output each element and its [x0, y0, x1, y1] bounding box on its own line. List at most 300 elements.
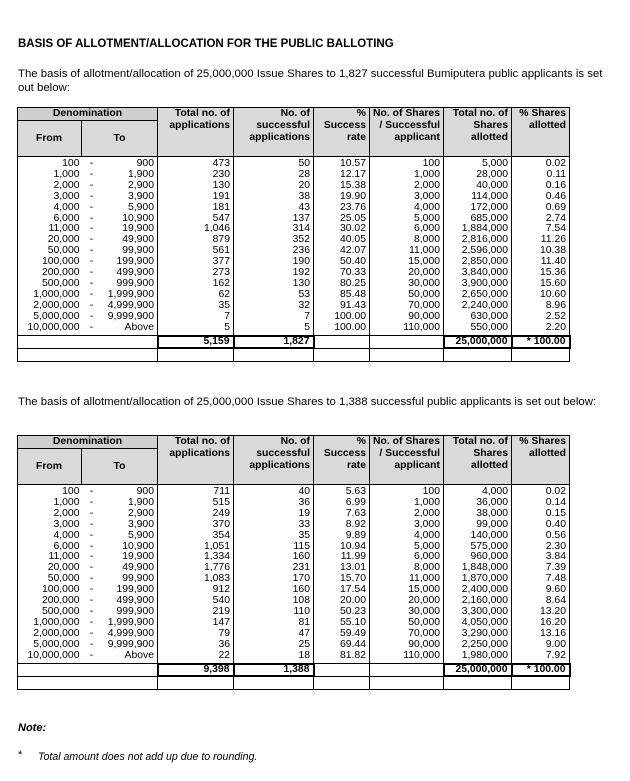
- shares-pct-cell: 9.00: [512, 640, 570, 651]
- total-shares-cell: 550,000: [444, 323, 512, 336]
- success-rate-cell: 50.40: [314, 257, 370, 268]
- from-cell: 11,000: [18, 224, 82, 235]
- range-dash: -: [89, 267, 94, 279]
- to-cell: 49,900: [102, 563, 158, 574]
- applications-cell: 547: [158, 214, 234, 225]
- total-shares-cell: 40,000: [444, 181, 512, 192]
- range-dash: -: [89, 551, 94, 563]
- shares-per-applicant-cell: 11,000: [370, 574, 444, 585]
- to-cell: 5,900: [102, 531, 158, 542]
- shares-per-applicant-cell: 6,000: [370, 224, 444, 235]
- success-rate-cell: 12.17: [314, 170, 370, 181]
- shares-pct-cell: 13.20: [512, 607, 570, 618]
- total-shares-cell: 2,596,000: [444, 246, 512, 257]
- from-cell: 5,000,000: [18, 640, 82, 651]
- total-shares-cell: 2,816,000: [444, 235, 512, 246]
- to-cell: 19,900: [102, 224, 158, 235]
- applications-cell: 912: [158, 585, 234, 596]
- applications-cell: 230: [158, 170, 234, 181]
- to-cell: 1,900: [102, 498, 158, 509]
- shares-pct-cell: 8.64: [512, 596, 570, 607]
- to-header: To: [82, 121, 158, 157]
- from-cell: 2,000: [18, 509, 82, 520]
- successful-cell: 352: [234, 235, 314, 246]
- success-rate-cell: 100.00: [314, 323, 370, 336]
- shares-per-applicant-cell: 8,000: [370, 235, 444, 246]
- shares-per-applicant-cell: 5,000: [370, 214, 444, 225]
- shares-pct-cell: 0.56: [512, 531, 570, 542]
- range-dash: -: [89, 518, 94, 530]
- success-rate-cell: 15.70: [314, 574, 370, 585]
- applications-cell: 219: [158, 607, 234, 618]
- total-applications-cell: 9,398: [158, 664, 234, 677]
- successful-cell: 192: [234, 268, 314, 279]
- success-rate-cell: 30.02: [314, 224, 370, 235]
- shares-per-applicant-cell: 100: [370, 485, 444, 498]
- success-rate-cell: 91.43: [314, 301, 370, 312]
- from-header: From: [18, 449, 82, 485]
- applications-cell: 711: [158, 485, 234, 498]
- success-rate-cell: 59.49: [314, 629, 370, 640]
- shares-pct-cell: 8.96: [512, 301, 570, 312]
- shares-pct-cell: 7.39: [512, 563, 570, 574]
- table-row: [18, 312, 570, 323]
- shares-per-applicant-cell: 15,000: [370, 585, 444, 596]
- from-cell: 3,000: [18, 520, 82, 531]
- table-row: [18, 485, 570, 498]
- from-cell: 6,000: [18, 542, 82, 553]
- range-dash: -: [89, 562, 94, 574]
- header-row: [18, 436, 570, 449]
- from-cell: 4,000: [18, 203, 82, 214]
- to-cell: 4,999,900: [102, 301, 158, 312]
- success-rate-cell: 70.33: [314, 268, 370, 279]
- from-cell: 10,000,000: [18, 323, 82, 336]
- shares-pct-cell: 3.84: [512, 552, 570, 563]
- total-shares-cell: 3,300,000: [444, 607, 512, 618]
- total-pct-cell: * 100.00: [512, 664, 570, 677]
- applications-cell: 473: [158, 157, 234, 170]
- successful-cell: 110: [234, 607, 314, 618]
- total-applications-header: Total no. of applications: [158, 436, 234, 485]
- successful-cell: 43: [234, 203, 314, 214]
- successful-cell: 19: [234, 509, 314, 520]
- shares-per-applicant-cell: 6,000: [370, 552, 444, 563]
- successful-cell: 32: [234, 301, 314, 312]
- to-cell: 3,900: [102, 520, 158, 531]
- shares-per-applicant-cell: 50,000: [370, 290, 444, 301]
- shares-pct-cell: 9.60: [512, 585, 570, 596]
- from-cell: 50,000: [18, 574, 82, 585]
- shares-per-applicant-cell: 90,000: [370, 640, 444, 651]
- range-dash: -: [89, 627, 94, 639]
- shares-pct-cell: 16.20: [512, 618, 570, 629]
- applications-cell: 181: [158, 203, 234, 214]
- to-cell: 1,999,900: [102, 290, 158, 301]
- range-dash: -: [89, 310, 94, 322]
- shares-per-applicant-cell: 4,000: [370, 531, 444, 542]
- applications-cell: 249: [158, 509, 234, 520]
- successful-cell: 170: [234, 574, 314, 585]
- successful-cell: 160: [234, 552, 314, 563]
- applications-cell: 7: [158, 312, 234, 323]
- from-cell: 2,000: [18, 181, 82, 192]
- from-cell: 2,000,000: [18, 629, 82, 640]
- from-cell: 100,000: [18, 257, 82, 268]
- total-shares-cell: 2,850,000: [444, 257, 512, 268]
- range-dash: -: [89, 168, 94, 180]
- footnote-marker: *: [18, 749, 23, 761]
- section1-intro: The basis of allotment/allocation of 25,000,000 Issue Shares to 1,827 successful Bumiputera public applicants is set out below:: [18, 68, 603, 94]
- footnote-text: Total amount does not add up due to rounding.: [38, 751, 258, 763]
- from-cell: 100: [18, 485, 82, 498]
- total-shares-cell: 2,240,000: [444, 301, 512, 312]
- applications-cell: 540: [158, 596, 234, 607]
- total-shares-cell: 1,848,000: [444, 563, 512, 574]
- applications-cell: 1,083: [158, 574, 234, 585]
- success-rate-cell: 20.00: [314, 596, 370, 607]
- to-cell: 99,900: [102, 246, 158, 257]
- shares-pct-cell: 0.02: [512, 157, 570, 170]
- applications-cell: 62: [158, 290, 234, 301]
- applications-cell: 36: [158, 640, 234, 651]
- to-cell: Above: [102, 651, 158, 664]
- successful-cell: 25: [234, 640, 314, 651]
- successful-cell: 5: [234, 323, 314, 336]
- success-rate-cell: 55.10: [314, 618, 370, 629]
- shares-pct-cell: 0.02: [512, 485, 570, 498]
- shares-per-applicant-cell: 20,000: [370, 596, 444, 607]
- shares-per-applicant-cell: 70,000: [370, 629, 444, 640]
- range-dash: -: [89, 212, 94, 224]
- shares-pct-cell: 2.52: [512, 312, 570, 323]
- shares-per-applicant-cell: 100: [370, 157, 444, 170]
- shares-pct-cell: 0.14: [512, 498, 570, 509]
- total-shares-cell: 5,000: [444, 157, 512, 170]
- success-rate-cell: 15.38: [314, 181, 370, 192]
- shares-per-applicant-cell: 110,000: [370, 323, 444, 336]
- total-shares-cell: 1,884,000: [444, 224, 512, 235]
- total-shares-cell: 2,400,000: [444, 585, 512, 596]
- total-shares-sum-cell: 25,000,000: [444, 336, 512, 349]
- shares-per-applicant-cell: 30,000: [370, 607, 444, 618]
- table-row: [18, 640, 570, 651]
- from-cell: 5,000,000: [18, 312, 82, 323]
- success-rate-cell: 10.94: [314, 542, 370, 553]
- from-cell: 1,000,000: [18, 290, 82, 301]
- range-dash: -: [89, 507, 94, 519]
- total-shares-cell: 960,000: [444, 552, 512, 563]
- to-cell: Above: [102, 323, 158, 336]
- applications-cell: 147: [158, 618, 234, 629]
- from-cell: 1,000,000: [18, 618, 82, 629]
- denomination-header: Denomination: [18, 108, 158, 121]
- shares-per-applicant-cell: 90,000: [370, 312, 444, 323]
- shares-pct-cell: 0.15: [512, 509, 570, 520]
- from-cell: 50,000: [18, 246, 82, 257]
- shares-per-applicant-cell: 2,000: [370, 509, 444, 520]
- success-rate-header: % Success rate: [314, 108, 370, 157]
- range-dash: -: [89, 288, 94, 300]
- total-shares-cell: 4,050,000: [444, 618, 512, 629]
- successful-cell: 137: [234, 214, 314, 225]
- shares-pct-cell: 15.36: [512, 268, 570, 279]
- from-cell: 500,000: [18, 607, 82, 618]
- table-row: [18, 531, 570, 542]
- successful-cell: 53: [234, 290, 314, 301]
- applications-cell: 35: [158, 301, 234, 312]
- public-allotment-table: [17, 435, 571, 690]
- from-cell: 500,000: [18, 279, 82, 290]
- range-dash: -: [89, 584, 94, 596]
- shares-pct-cell: 2.20: [512, 323, 570, 336]
- shares-pct-cell: 13.16: [512, 629, 570, 640]
- shares-per-applicant-cell: 50,000: [370, 618, 444, 629]
- shares-per-applicant-cell: 1,000: [370, 170, 444, 181]
- success-rate-header: % Success rate: [314, 436, 370, 485]
- successful-cell: 7: [234, 312, 314, 323]
- shares-allotted-pct-header: % Shares allotted: [512, 108, 570, 157]
- successful-cell: 81: [234, 618, 314, 629]
- success-rate-cell: 69.44: [314, 640, 370, 651]
- shares-per-applicant-header: No. of Shares / Successful applicant: [370, 436, 444, 485]
- applications-cell: 1,046: [158, 224, 234, 235]
- applications-cell: 879: [158, 235, 234, 246]
- shares-pct-cell: 11.40: [512, 257, 570, 268]
- total-shares-cell: 114,000: [444, 192, 512, 203]
- shares-pct-cell: 11.26: [512, 235, 570, 246]
- success-rate-cell: 85.48: [314, 290, 370, 301]
- range-dash: -: [89, 245, 94, 257]
- to-cell: 199,900: [102, 257, 158, 268]
- to-cell: 1,999,900: [102, 618, 158, 629]
- applications-cell: 515: [158, 498, 234, 509]
- from-cell: 100,000: [18, 585, 82, 596]
- total-shares-header: Total no. of Shares allotted: [444, 436, 512, 485]
- range-dash: -: [89, 605, 94, 617]
- from-cell: 20,000: [18, 563, 82, 574]
- to-cell: 4,999,900: [102, 629, 158, 640]
- to-cell: 3,900: [102, 192, 158, 203]
- successful-cell: 40: [234, 485, 314, 498]
- successful-cell: 35: [234, 531, 314, 542]
- total-shares-sum-cell: 25,000,000: [444, 664, 512, 677]
- from-cell: 100: [18, 157, 82, 170]
- shares-per-applicant-cell: 3,000: [370, 520, 444, 531]
- applications-cell: 273: [158, 268, 234, 279]
- header-row: [18, 108, 570, 121]
- success-rate-cell: 80.25: [314, 279, 370, 290]
- to-cell: 19,900: [102, 552, 158, 563]
- successful-cell: 231: [234, 563, 314, 574]
- applications-cell: 561: [158, 246, 234, 257]
- from-header: From: [18, 121, 82, 157]
- success-rate-cell: 100.00: [314, 312, 370, 323]
- total-shares-header: Total no. of Shares allotted: [444, 108, 512, 157]
- from-cell: 1,000: [18, 170, 82, 181]
- totals-row: [18, 664, 570, 677]
- successful-cell: 236: [234, 246, 314, 257]
- shares-pct-cell: 7.48: [512, 574, 570, 585]
- shares-pct-cell: 0.11: [512, 170, 570, 181]
- success-rate-cell: 9.89: [314, 531, 370, 542]
- shares-per-applicant-cell: 30,000: [370, 279, 444, 290]
- applications-cell: 1,776: [158, 563, 234, 574]
- to-cell: 49,900: [102, 235, 158, 246]
- total-shares-cell: 38,000: [444, 509, 512, 520]
- successful-cell: 18: [234, 651, 314, 664]
- table-row: [18, 323, 570, 336]
- shares-per-applicant-cell: 8,000: [370, 563, 444, 574]
- successful-cell: 47: [234, 629, 314, 640]
- shares-pct-cell: 0.40: [512, 520, 570, 531]
- shares-per-applicant-cell: 15,000: [370, 257, 444, 268]
- success-rate-cell: 25.05: [314, 214, 370, 225]
- applications-cell: 354: [158, 531, 234, 542]
- success-rate-cell: 17.54: [314, 585, 370, 596]
- shares-pct-cell: 7.54: [512, 224, 570, 235]
- total-shares-cell: 1,870,000: [444, 574, 512, 585]
- shares-pct-cell: 15.60: [512, 279, 570, 290]
- shares-pct-cell: 0.46: [512, 192, 570, 203]
- success-rate-cell: 81.82: [314, 651, 370, 664]
- to-cell: 2,900: [102, 181, 158, 192]
- shares-per-applicant-cell: 110,000: [370, 651, 444, 664]
- shares-pct-cell: 10.38: [512, 246, 570, 257]
- success-rate-cell: 8.92: [314, 520, 370, 531]
- range-dash: -: [89, 540, 94, 552]
- to-cell: 900: [102, 157, 158, 170]
- totals-row: [18, 336, 570, 349]
- range-dash: -: [89, 616, 94, 628]
- range-dash: -: [89, 529, 94, 541]
- range-dash: -: [89, 649, 94, 661]
- from-cell: 1,000: [18, 498, 82, 509]
- from-cell: 10,000,000: [18, 651, 82, 664]
- shares-per-applicant-cell: 20,000: [370, 268, 444, 279]
- successful-cell: 50: [234, 157, 314, 170]
- success-rate-cell: 23.76: [314, 203, 370, 214]
- shares-allotted-pct-header: % Shares allotted: [512, 436, 570, 485]
- successful-cell: 36: [234, 498, 314, 509]
- total-applications-cell: 5,159: [158, 336, 234, 349]
- applications-cell: 5: [158, 323, 234, 336]
- to-cell: 10,900: [102, 214, 158, 225]
- applications-cell: 1,051: [158, 542, 234, 553]
- applications-cell: 377: [158, 257, 234, 268]
- total-shares-cell: 2,650,000: [444, 290, 512, 301]
- total-shares-cell: 99,000: [444, 520, 512, 531]
- successful-applications-header: No. of successful applications: [234, 108, 314, 157]
- total-shares-cell: 4,000: [444, 485, 512, 498]
- to-header: To: [82, 449, 158, 485]
- bumiputera-allotment-table: [17, 107, 571, 362]
- table-row: [18, 192, 570, 203]
- to-cell: 9,999,900: [102, 312, 158, 323]
- successful-cell: 20: [234, 181, 314, 192]
- from-cell: 200,000: [18, 596, 82, 607]
- success-rate-cell: 42.07: [314, 246, 370, 257]
- from-cell: 2,000,000: [18, 301, 82, 312]
- total-shares-cell: 2,160,000: [444, 596, 512, 607]
- shares-pct-cell: 0.69: [512, 203, 570, 214]
- range-dash: -: [89, 201, 94, 213]
- shares-per-applicant-cell: 5,000: [370, 542, 444, 553]
- successful-cell: 130: [234, 279, 314, 290]
- total-shares-cell: 3,290,000: [444, 629, 512, 640]
- shares-pct-cell: 2.30: [512, 542, 570, 553]
- table-row: [18, 157, 570, 170]
- range-dash: -: [89, 496, 94, 508]
- shares-per-applicant-header: No. of Shares / Successful applicant: [370, 108, 444, 157]
- applications-cell: 370: [158, 520, 234, 531]
- note-label: Note:: [18, 722, 47, 734]
- range-dash: -: [89, 573, 94, 585]
- total-successful-cell: 1,827: [234, 336, 314, 349]
- successful-cell: 115: [234, 542, 314, 553]
- from-cell: 11,000: [18, 552, 82, 563]
- to-cell: 999,900: [102, 607, 158, 618]
- range-dash: -: [89, 223, 94, 235]
- to-cell: 900: [102, 485, 158, 498]
- applications-cell: 191: [158, 192, 234, 203]
- to-cell: 10,900: [102, 542, 158, 553]
- to-cell: 999,900: [102, 279, 158, 290]
- range-dash: -: [89, 234, 94, 246]
- range-dash: -: [89, 595, 94, 607]
- to-cell: 499,900: [102, 596, 158, 607]
- total-shares-cell: 1,980,000: [444, 651, 512, 664]
- range-dash: -: [89, 256, 94, 268]
- shares-per-applicant-cell: 70,000: [370, 301, 444, 312]
- success-rate-cell: 6.99: [314, 498, 370, 509]
- table-row: [18, 203, 570, 214]
- denomination-header: Denomination: [18, 436, 158, 449]
- shares-per-applicant-cell: 2,000: [370, 181, 444, 192]
- from-cell: 4,000: [18, 531, 82, 542]
- successful-cell: 33: [234, 520, 314, 531]
- applications-cell: 79: [158, 629, 234, 640]
- shares-pct-cell: 0.16: [512, 181, 570, 192]
- range-dash: -: [89, 638, 94, 650]
- success-rate-cell: 10.57: [314, 157, 370, 170]
- shares-per-applicant-cell: 3,000: [370, 192, 444, 203]
- to-cell: 199,900: [102, 585, 158, 596]
- range-dash: -: [89, 190, 94, 202]
- total-shares-cell: 685,000: [444, 214, 512, 225]
- range-dash: -: [89, 321, 94, 333]
- to-cell: 1,900: [102, 170, 158, 181]
- total-applications-header: Total no. of applications: [158, 108, 234, 157]
- range-dash: -: [89, 179, 94, 191]
- padding-row: [18, 348, 570, 362]
- successful-cell: 314: [234, 224, 314, 235]
- shares-pct-cell: 10.60: [512, 290, 570, 301]
- padding-row: [18, 676, 570, 690]
- from-cell: 200,000: [18, 268, 82, 279]
- range-dash: -: [89, 158, 94, 169]
- to-cell: 5,900: [102, 203, 158, 214]
- to-cell: 99,900: [102, 574, 158, 585]
- shares-per-applicant-cell: 11,000: [370, 246, 444, 257]
- to-cell: 9,999,900: [102, 640, 158, 651]
- table-row: [18, 651, 570, 664]
- document-title: BASIS OF ALLOTMENT/ALLOCATION FOR THE PUBLIC BALLOTING: [18, 38, 394, 50]
- table-row: [18, 520, 570, 531]
- applications-cell: 1,334: [158, 552, 234, 563]
- successful-cell: 190: [234, 257, 314, 268]
- from-cell: 20,000: [18, 235, 82, 246]
